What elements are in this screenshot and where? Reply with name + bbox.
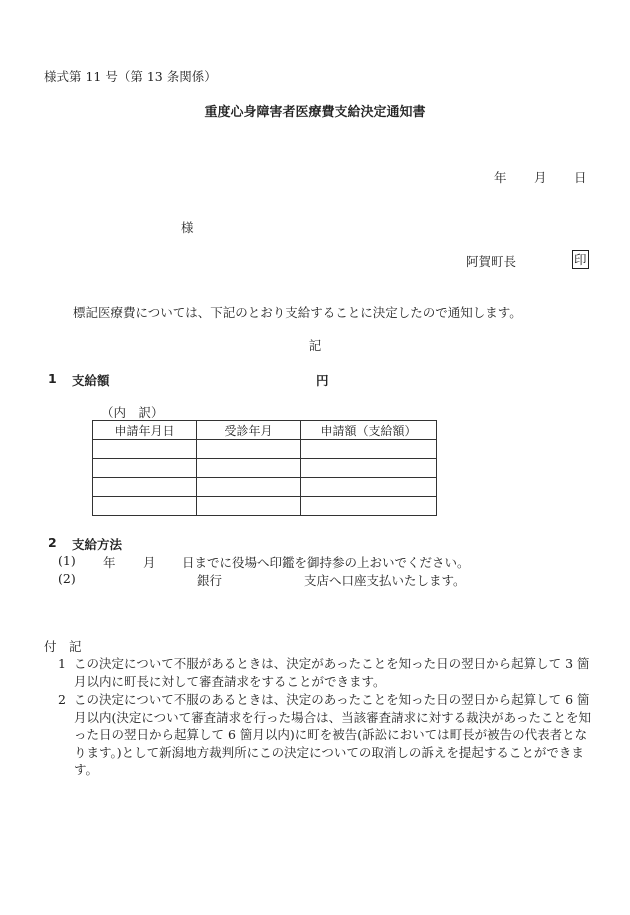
form-number: 様式第 11 号（第 13 条関係） [44, 69, 217, 84]
section-2-number: 2 [48, 535, 57, 550]
breakdown-table [92, 420, 437, 516]
notes-list [44, 655, 594, 780]
table-row [93, 459, 437, 478]
intro-text: 標記医療費については、下記のとおり支給することに決定したので通知します。 [73, 305, 522, 320]
date-month-label: 月 [534, 170, 547, 185]
table-cell [197, 478, 301, 497]
document-title: 重度心身障害者医療費支給決定通知書 [204, 105, 426, 120]
table-cell [301, 478, 437, 497]
header-amount: 申請額（支給額） [301, 421, 437, 440]
seal-mark: 印 [574, 252, 587, 267]
method-1-number: (1) [58, 553, 76, 568]
method-1-month-label: 月 [143, 555, 156, 570]
table-cell [93, 478, 197, 497]
method-2-number: (2) [58, 571, 76, 586]
table-cell [93, 459, 197, 478]
method-1-year-label: 年 [103, 555, 116, 570]
header-visit-month: 受診年月 [197, 421, 301, 440]
method-2-text: 支店へ口座支払いたします。 [304, 573, 466, 588]
table-cell [301, 440, 437, 459]
section-2-label: 支給方法 [72, 537, 123, 552]
table-row [93, 478, 437, 497]
section-1-unit: 円 [316, 373, 329, 388]
table-cell [93, 440, 197, 459]
method-1-text: 日までに役場へ印鑑を御持参の上おいでください。 [182, 555, 470, 570]
method-2-bank-label: 銀行 [197, 573, 223, 588]
date-day-label: 日 [574, 170, 587, 185]
table-cell [93, 497, 197, 516]
date-year-label: 年 [494, 170, 507, 185]
table-cell [197, 459, 301, 478]
issuer-name: 阿賀町長 [466, 254, 517, 269]
section-1-number: 1 [48, 371, 57, 386]
notes-heading: 付 記 [44, 639, 82, 654]
section-1-label: 支給額 [72, 373, 110, 388]
note-item [44, 691, 594, 779]
note-item [44, 655, 594, 690]
note-text: この決定について不服のあるときは、決定のあったことを知った日の翌日から起算して 6 箇月以内(決定について審査請求を行った場合は、当該審査請求に対する裁決があったことを知った日の翌日から起算して 6 箇月以内)に町を被告(訴訟においては町長が被告の代表者となります。)として新潟地方裁判所にこの決定についての取消しの訴えを提起することができます。 [74, 692, 592, 777]
breakdown-header-row [93, 421, 437, 440]
table-row [93, 497, 437, 516]
note-number: 2 [58, 692, 66, 707]
table-cell [197, 440, 301, 459]
table-cell [301, 459, 437, 478]
header-application-date: 申請年月日 [93, 421, 197, 440]
table-cell [301, 497, 437, 516]
note-text: この決定について不服があるときは、決定があったことを知った日の翌日から起算して 3 箇月以内に町長に対して審査請求をすることができます。 [74, 656, 590, 689]
breakdown-caption: （内 訳） [101, 405, 164, 420]
addressee-suffix: 様 [181, 220, 194, 235]
ki-label: 記 [308, 338, 322, 353]
note-number: 1 [58, 656, 66, 671]
table-cell [197, 497, 301, 516]
table-row [93, 440, 437, 459]
